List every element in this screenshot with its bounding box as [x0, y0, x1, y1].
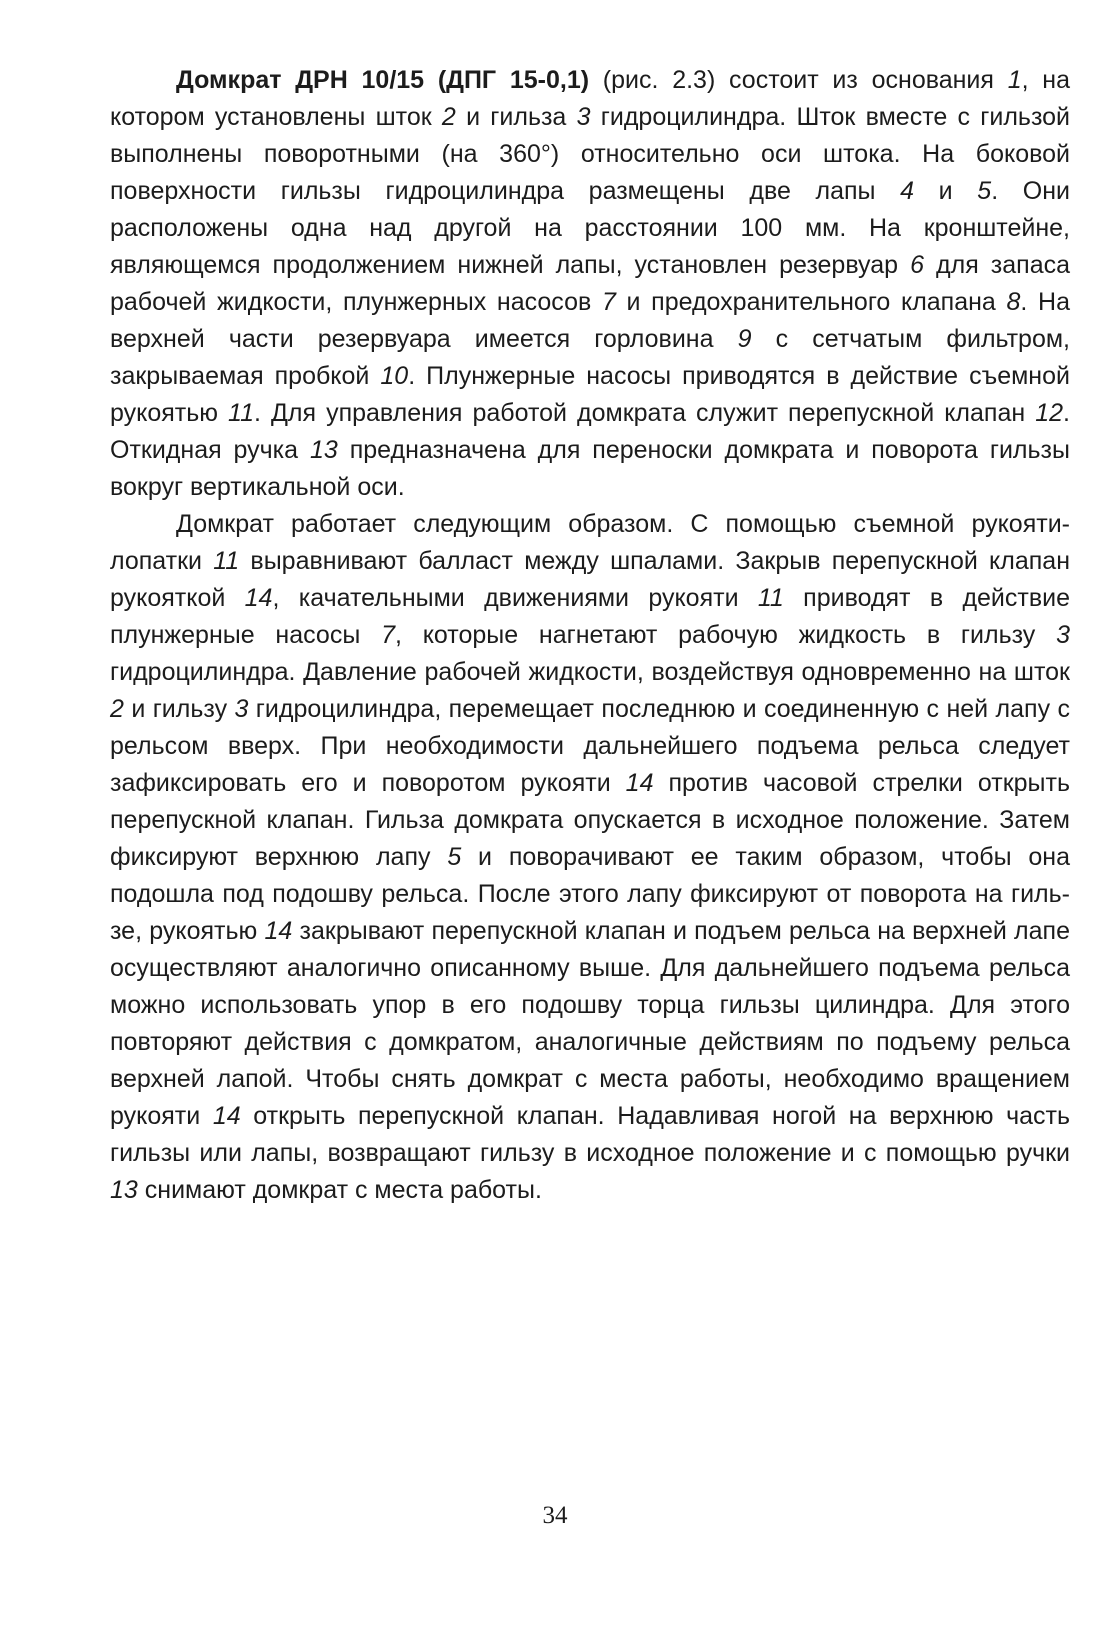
text-run: с сетчатым фильтром, закрываемая пробкой	[110, 325, 1070, 390]
text-run: открыть перепускной клапан. Надавливая ногой на верхнюю часть гильзы или лапы, возвращают гильзу в исходное положение и с помощью ручки	[110, 1102, 1070, 1167]
page-number: 34	[542, 1502, 568, 1529]
reference-number: 1	[1007, 66, 1022, 94]
text-run: и гильза	[455, 103, 577, 131]
text-run: , которые нагнетают рабочую жидкость в гильзу	[394, 621, 1057, 649]
reference-number: 9	[737, 325, 752, 353]
text-run: , качательными движениями рукояти	[272, 584, 758, 612]
reference-number: 2	[441, 103, 456, 131]
reference-number: 3	[576, 103, 591, 131]
reference-number: 11	[213, 547, 240, 575]
text-run: против часовой стрелки открыть перепускной клапан. Гильза домкрата опускается в исходное положение. Затем фиксируют верхнюю лапу	[110, 769, 1070, 871]
paragraph-jack-description	[110, 62, 1070, 506]
text-run: снимают домкрат с места работы.	[137, 1176, 542, 1204]
reference-number: 14	[264, 917, 293, 945]
text-run: , на котором установлены шток	[110, 66, 1070, 131]
text-run: и гильзу	[123, 695, 235, 723]
reference-number: 14	[212, 1102, 241, 1130]
reference-number: 4	[900, 177, 915, 205]
text-run: . Для управления работой домкрата служит перепускной клапан	[254, 399, 1036, 427]
reference-number: 7	[381, 621, 395, 649]
term-heading: Домкрат ДРН 10/15 (ДПГ 15-0,1)	[176, 66, 590, 94]
reference-number: 5	[447, 843, 462, 871]
reference-number: 2	[110, 695, 124, 723]
reference-number: 10	[380, 362, 409, 390]
reference-number: 8	[1006, 288, 1021, 316]
text-run: и	[914, 177, 978, 205]
text-run: для запаса рабочей жидкости, плунжерных насосов	[110, 251, 1070, 316]
reference-number: 13	[110, 1176, 138, 1204]
reference-number: 11	[757, 584, 784, 612]
text-run: . На верхней части резервуара имеется горловина	[110, 288, 1071, 353]
text-run: . Плунжерные насосы приводятся в действие съемной рукоятью	[110, 362, 1070, 427]
body-text	[110, 62, 1070, 1209]
text-run: выравнивают балласт между шпалами. Закрыв перепускной клапан рукояткой	[110, 547, 1071, 612]
reference-number: 14	[244, 584, 273, 612]
text-run: . Откидная ручка	[110, 399, 1070, 464]
reference-number: 5	[977, 177, 992, 205]
reference-number: 12	[1035, 399, 1064, 427]
text-run: закрывают перепускной клапан и подъем рельса на верхней лапе осуществляют аналогично описанному выше. Для дальнейшего подъема рельса можно использовать упор в его подошву торца гильзы цилиндра. Для этого повторяют действия с домкратом, аналогичные действиям по подъему рельса верхней лапой. Чтобы снять домкрат с места работы, необходимо вращением рукояти	[110, 917, 1070, 1130]
text-run: гидроцилиндра. Шток вместе с гильзой выполнены поворотными (на 360°) относительно оси штока. На боковой поверхности гильзы гидроцилиндра размещены две лапы	[110, 103, 1071, 205]
text-run: гидроцилиндра, перемещает последнюю и соединенную с ней лапу с рельсом вверх. При необходимости дальнейшего подъема рельса следует зафиксировать его и поворотом рукояти	[110, 695, 1070, 797]
text-run: предназначена для переноски домкрата и поворота гильзы вокруг вертикальной оси.	[110, 436, 1070, 501]
text-run: и поворачивают ее таким образом, чтобы она подошла под подошву рельса. После этого лапу фиксируют от поворота на гильзе, рукоятью	[110, 843, 1070, 945]
reference-number: 6	[910, 251, 925, 279]
reference-number: 13	[309, 436, 338, 464]
reference-number: 14	[625, 769, 654, 797]
reference-number: 11	[228, 399, 254, 427]
text-run: . Они расположены одна над другой на расстоянии 100 мм. На кронштейне, являющемся продолжением нижней лапы, установлен резервуар	[110, 177, 1070, 279]
reference-number: 3	[234, 695, 249, 723]
paragraph-jack-operation	[110, 506, 1070, 1209]
text-run: и предохранительного клапана	[615, 288, 1007, 316]
reference-number: 3	[1056, 621, 1070, 649]
text-run: приводят в действие плунжерные насосы	[110, 584, 1070, 649]
text-run: (рис. 2.3) состоит из основания	[589, 66, 1008, 94]
reference-number: 7	[601, 288, 616, 316]
text-run: Домкрат работает следующим образом. С помощью съемной рукояти-лопатки	[110, 510, 1070, 575]
text-run: гидроцилиндра. Давление рабочей жидкости, воздействуя одновременно на шток	[110, 658, 1070, 686]
